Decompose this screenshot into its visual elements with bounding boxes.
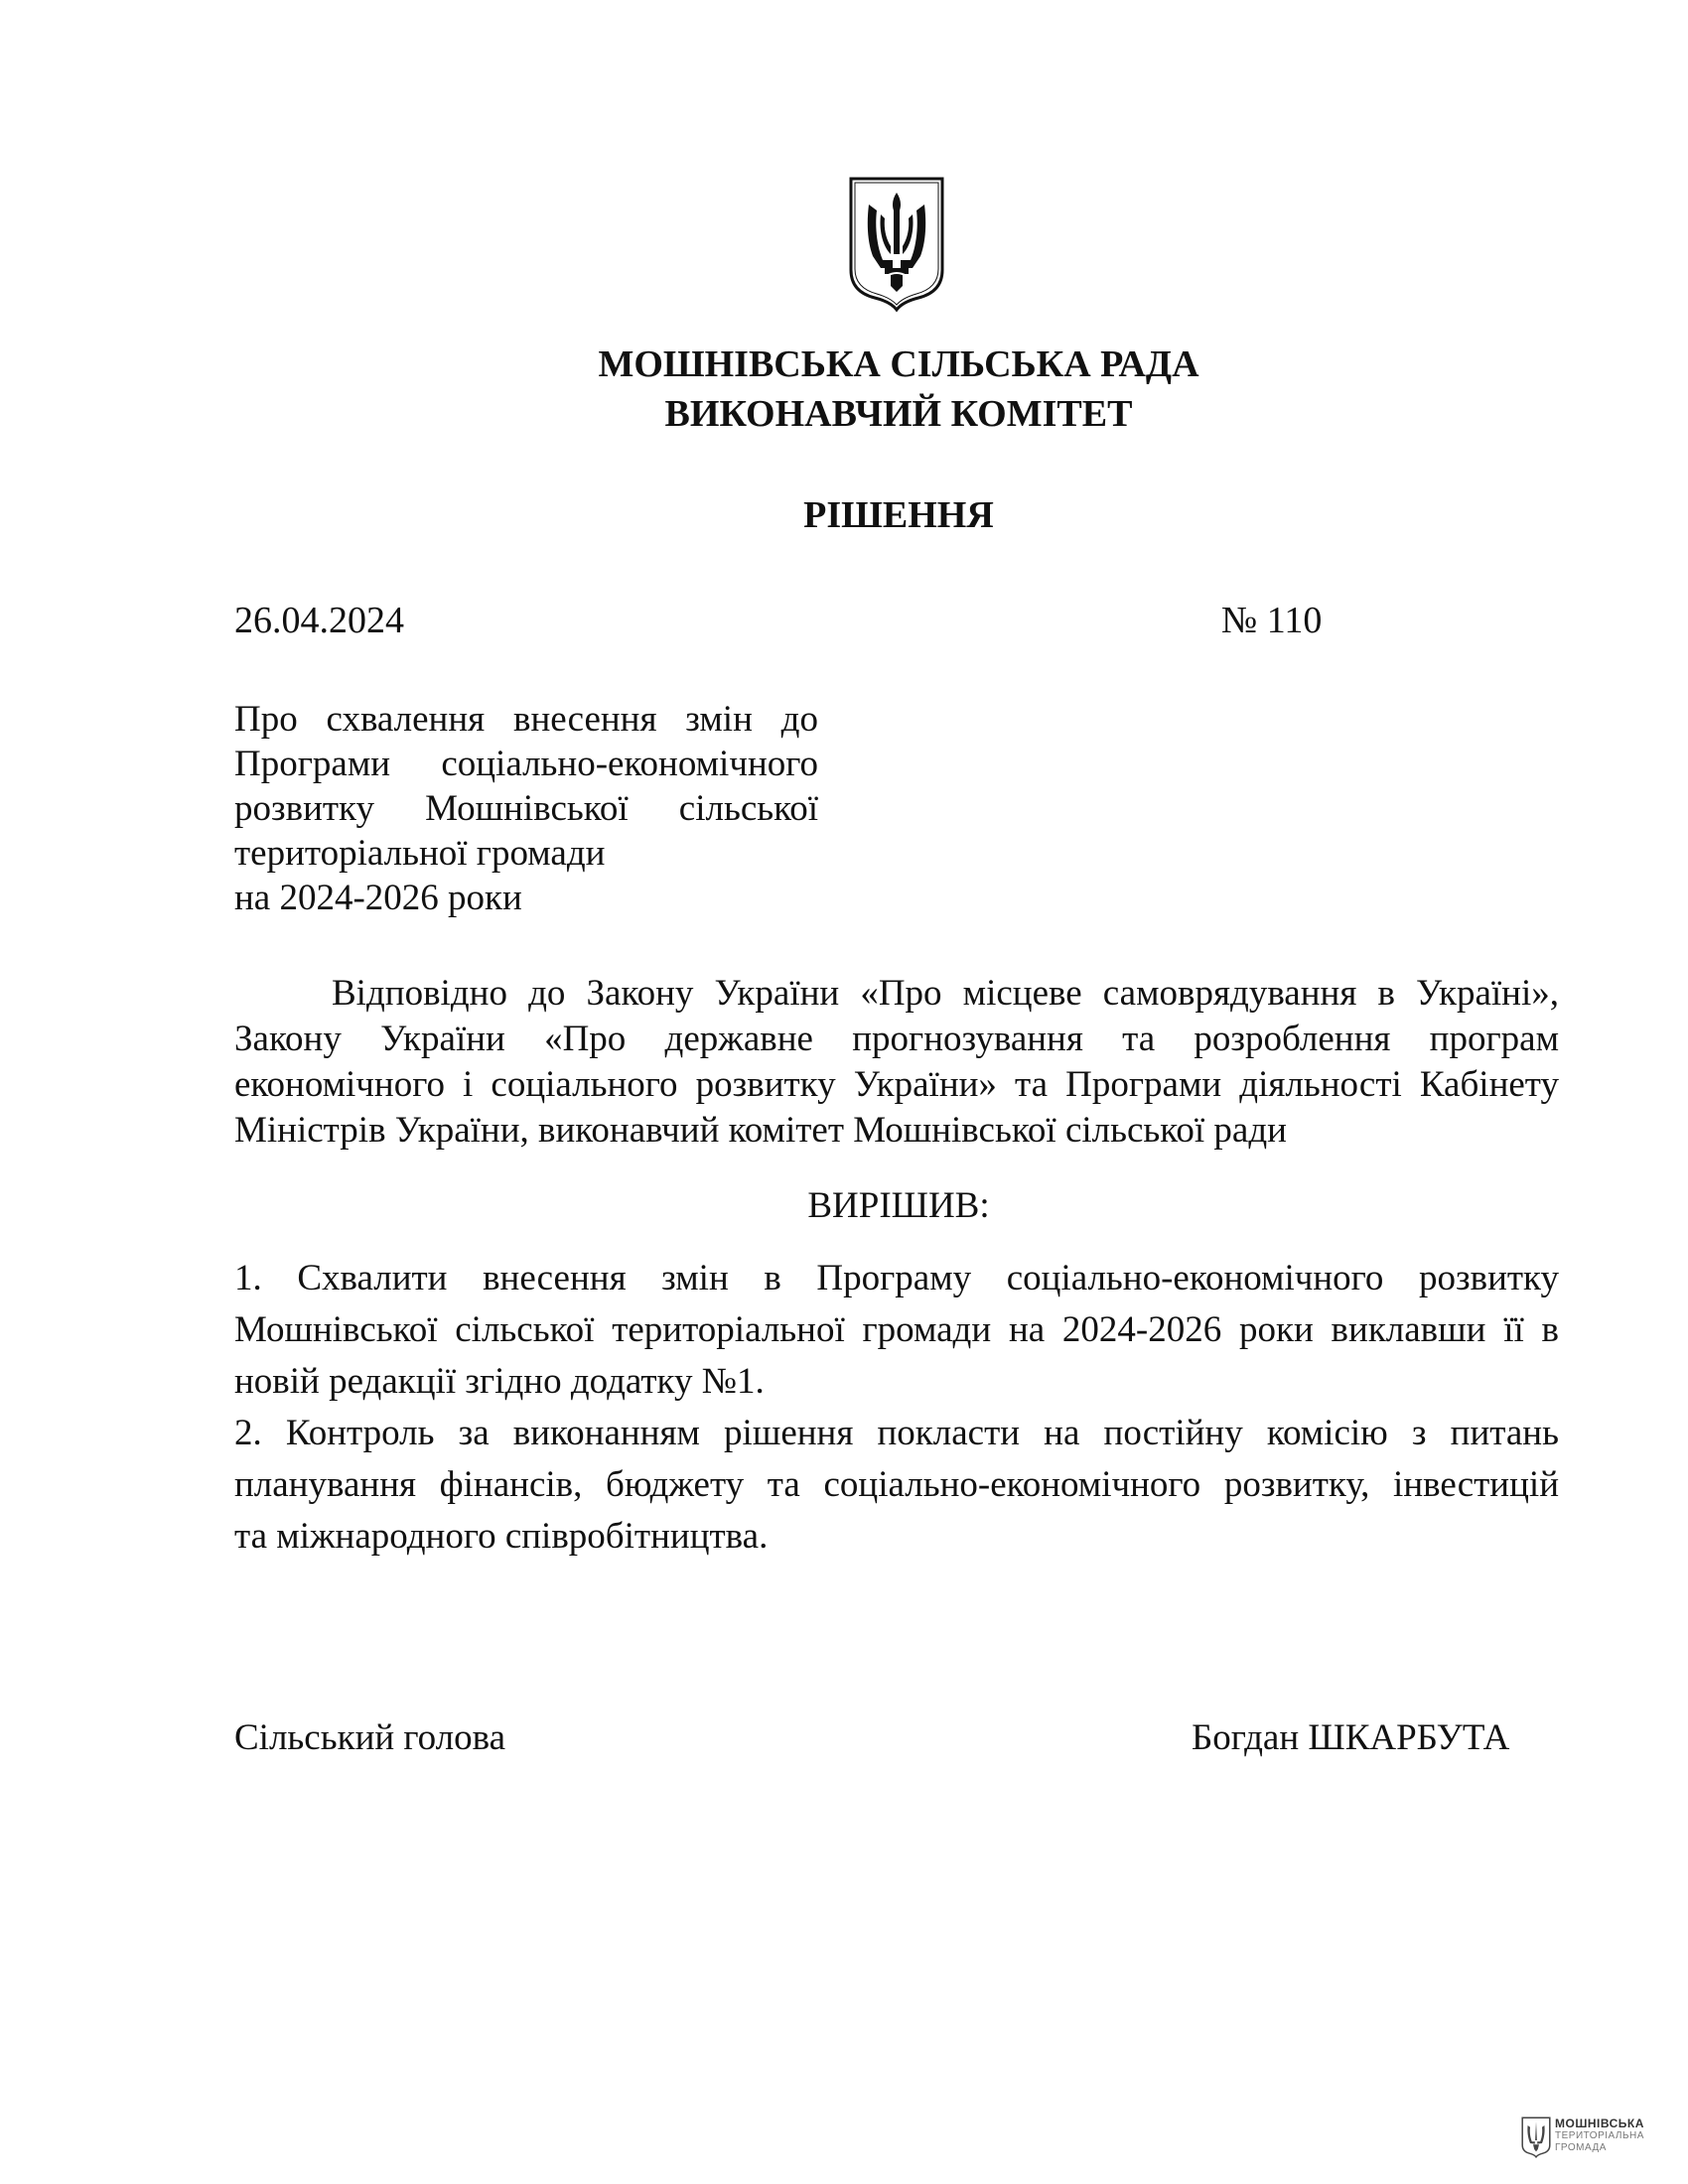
logo-line-3: ГРОМАДА: [1555, 2142, 1607, 2153]
logo-line-2: ТЕРИТОРІАЛЬНА: [1555, 2130, 1644, 2141]
mini-coat-of-arms-icon: [1521, 2116, 1551, 2158]
logo-line-1: МОШНІВСЬКА: [1555, 2116, 1644, 2130]
committee-name: ВИКОНАВЧИЙ КОМІТЕТ: [664, 393, 1133, 435]
logo-text: [1555, 2116, 1674, 2154]
resolution-items: [234, 1253, 1559, 1563]
item-line: 2. Контроль за виконанням рішення покласти на постійну комісію з питань: [234, 1413, 1559, 1453]
subject-line: Програми соціально-економічного: [234, 744, 818, 784]
resolution-item-2: [234, 1408, 1559, 1563]
signatory-position: Сільський голова: [234, 1717, 506, 1758]
document-subject: [234, 697, 818, 920]
item-line: планування фінансів, бюджету та соціально-економічного розвитку, інвестицій: [234, 1464, 1559, 1505]
signatory-name: Богдан ШКАРБУТА: [1192, 1717, 1510, 1758]
preamble-line: Закону України «Про державне прогнозування та розроблення програм: [234, 1019, 1559, 1059]
resolution-item-1: [234, 1253, 1559, 1408]
subject-line: розвитку Мошнівської сільської: [234, 788, 818, 829]
document-type-title: РІШЕННЯ: [803, 494, 994, 536]
item-line: 1. Схвалити внесення змін в Програму соціально-економічного розвитку: [234, 1258, 1559, 1298]
document-number: № 110: [1221, 600, 1323, 641]
item-line: новій редакції згідно додатку №1.: [234, 1361, 765, 1402]
preamble-line: Відповідно до Закону України «Про місцеве самоврядування в Україні»,: [332, 973, 1559, 1014]
preamble-line: економічного і соціального розвитку України» та Програми діяльності Кабінету: [234, 1064, 1559, 1105]
document-date: 26.04.2024: [234, 600, 404, 641]
resolved-heading: ВИРІШИВ:: [807, 1185, 990, 1226]
subject-line: на 2024-2026 роки: [234, 878, 522, 918]
subject-line: Про схвалення внесення змін до: [234, 699, 818, 740]
organization-name: МОШНІВСЬКА СІЛЬСЬКА РАДА: [598, 343, 1199, 385]
preamble-line: Міністрів України, виконавчий комітет Мошнівської сільської ради: [234, 1110, 1287, 1151]
preamble-paragraph: [234, 971, 1559, 1154]
coat-of-arms-icon: [846, 175, 947, 314]
item-line: Мошнівської сільської територіальної громади на 2024-2026 роки виклавши її в: [234, 1309, 1559, 1350]
community-logo: [1521, 2115, 1670, 2164]
subject-line: територіальної громади: [234, 833, 606, 874]
item-line: та міжнародного співробітництва.: [234, 1516, 769, 1557]
